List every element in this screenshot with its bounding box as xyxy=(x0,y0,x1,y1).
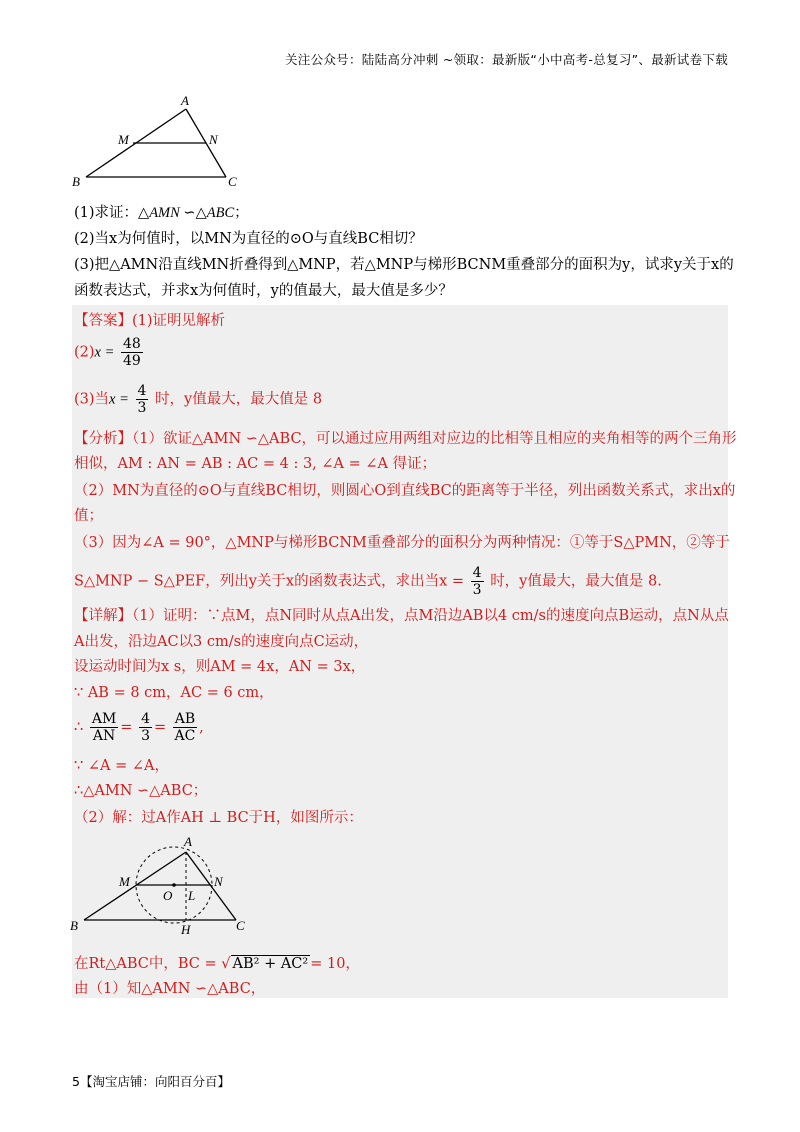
fraction-4-3-b: $\frac{4}{3}$ xyxy=(472,565,482,598)
fig2-label-B: B xyxy=(70,918,78,933)
label-B: B xyxy=(72,174,80,189)
detail-line-10: 由（1）知△AMN ∽△ABC， xyxy=(74,981,266,997)
analysis-line-6: S△MNP − S△PEF，列出y关于x的函数表达式，求出当x = $\frac{4}{3}$ 时，y值最大，最大值是 8. xyxy=(74,565,662,598)
question-3-line-2: 函数表达式，并求x为何值时，y的值最大，最大值是多少？ xyxy=(74,283,453,299)
answer-line-2: (2)x = $\frac{48}{49}$ xyxy=(74,336,141,369)
fig2-label-A: A xyxy=(184,834,192,849)
page-footer: 5【淘宝店铺：向阳百分百】 xyxy=(72,1074,230,1089)
fig2-label-H: H xyxy=(181,922,191,937)
answer-line-3: (3)当x = $\frac{4}{3}$ 时，y值最大，最大值是 8 xyxy=(74,383,323,416)
triangle-figure-2 xyxy=(66,832,266,942)
detail-line-1: 【详解】（1）证明：∵点M，点N同时从点A出发，点M沿边AB以4 cm/s的速度向点B运动，点N从点 xyxy=(74,608,729,624)
fig2-label-C: C xyxy=(236,918,245,933)
fraction-48-49: $\frac{48}{49}$ xyxy=(123,336,141,369)
detail-line-6: ∵ ∠A = ∠A， xyxy=(74,758,169,774)
label-N: N xyxy=(209,132,218,147)
detail-line-9: 在Rt△ABC中，BC = √ AB² + AC² = 10， xyxy=(74,956,360,972)
detail-line-4: ∵ AB = 8 cm，AC = 6 cm， xyxy=(74,685,274,701)
fraction-4-3: $\frac{4}{3}$ xyxy=(137,383,147,416)
fig2-label-N: N xyxy=(214,874,223,889)
detail-line-7: ∴△AMN ∽△ABC； xyxy=(74,783,208,799)
question-2: (2)当x为何值时，以MN为直径的⊙O与直线BC相切？ xyxy=(74,231,423,247)
analysis-line-3: （2）MN为直径的⊙O与直线BC相切，则圆心O到直线BC的距离等于半径，列出函数关系式，求出x的 xyxy=(74,483,736,499)
fig2-label-L: L xyxy=(188,888,196,903)
label-C: C xyxy=(228,174,237,189)
analysis-line-1: 【分析】（1）欲证△AMN ∽△ABC，可以通过应用两组对应边的比相等且相应的夹角相等的两个三角形 xyxy=(74,431,737,447)
analysis-line-2: 相似，AM : AN = AB : AC = 4 : 3, ∠A = ∠A 得证； xyxy=(74,456,437,472)
triangle-figure-1 xyxy=(66,94,246,194)
question-1: (1)求证：△AMN ∽△ABC； xyxy=(74,205,249,221)
question-3-line-1: (3)把△AMN沿直线MN折叠得到△MNP，若△MNP与梯形BCNM重叠部分的面积为y，试求y关于x的 xyxy=(74,257,734,273)
answer-line-1: 【答案】(1)证明见解析 xyxy=(74,313,226,329)
detail-line-8: （2）解：过A作AH ⊥ BC于H，如图所示： xyxy=(74,810,363,826)
detail-line-2: A出发，沿边AC以3 cm/s的速度向点C运动， xyxy=(74,634,369,650)
label-A: A xyxy=(181,94,189,108)
analysis-line-5: （3）因为∠A = 90°，△MNP与梯形BCNM重叠部分的面积分为两种情况：①等于S△PMN，②等于 xyxy=(74,535,730,551)
analysis-line-4: 值； xyxy=(74,508,103,524)
detail-fraction-line: ∴ $\frac{AM}{AN}$ = $\frac{4}{3}$ = $\frac{AB}{AC}$ , xyxy=(74,711,204,744)
fig2-label-O: O xyxy=(163,888,173,903)
label-M: M xyxy=(118,132,129,147)
fig2-label-M: M xyxy=(119,874,130,889)
page-header: 关注公众号：陆陆高分冲刺 ~领取：最新版“小中高考-总复习”、最新试卷下载 xyxy=(284,52,728,67)
detail-line-3: 设运动时间为x s，则AM = 4x，AN = 3x， xyxy=(74,659,366,675)
